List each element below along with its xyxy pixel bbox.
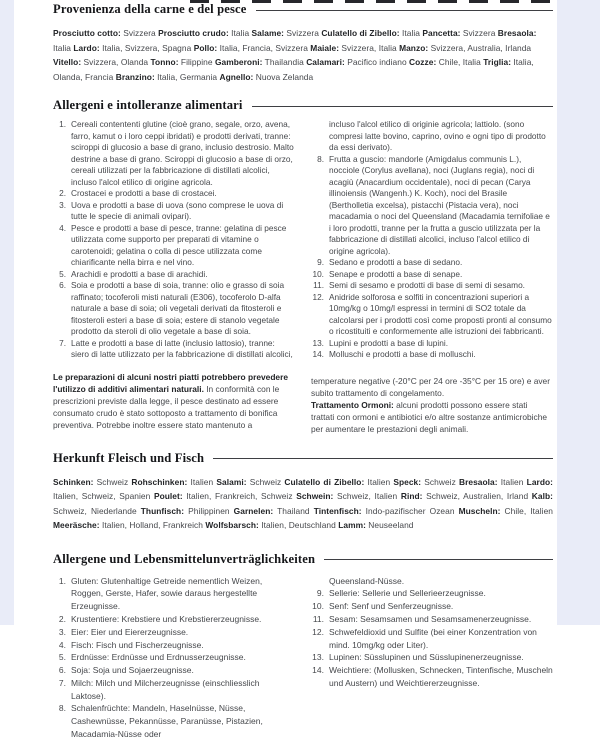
item-number xyxy=(311,119,324,154)
provenance-label: Rind: xyxy=(400,491,423,502)
item-number: 1. xyxy=(58,575,66,586)
provenance-paragraph-de: Schinken: Schweiz Rohschinken: Italien Salami: Schweiz Culatello di Zibello: Italien Speck: Schweiz Bresaola: Italien Lardo: Italien, Schweiz, Spanien Poulet: Italien, Frankreich, Schweiz Schwein: Schweiz, Italien Rind: Schweiz, Australien, Irland Kalb: Schweiz, Niederlande Thunfisch: Philippinen Garnelen: Thailand Tintenfisch: Indo-pazifischer Ozean Muscheln: Chile, Italien Meeräsche: Italien, Holland, Frankreich Wolfsbarsch: Italien, Deutschland Lamm: Neuseeland xyxy=(53,476,554,531)
item-text: Sedano e prodotti a base di sedano. xyxy=(329,257,463,267)
item-text: incluso l'alcol etilico di originie agricola; lattiolo. (sono compresi latte bovino, caprino, ovino e ogni tipo di prodotto da essi derivato). xyxy=(329,119,546,152)
note-bold-lead: Le preparazioni di alcuni nostri piatti potrebbero prevedere l'utilizzo di additivi alimentari naturali. xyxy=(53,371,289,394)
page-right-margin xyxy=(557,0,600,625)
provenance-label: Gamberoni: xyxy=(214,57,263,67)
provenance-label: Thunfisch: xyxy=(140,505,185,516)
section-header xyxy=(53,98,553,113)
note-bold-lead: Trattamento Ormoni: xyxy=(311,399,394,410)
item-text: Schwefeldioxid und Sulfite (bei einer Konzentration von mind. 10mg/kg oder Liter). xyxy=(329,626,537,650)
provenance-label: Salame: xyxy=(251,28,285,38)
section-allergeni-it xyxy=(53,98,553,436)
item-text: Soia e prodotti a base di soia, tranne: olio e grasso di soia raffinato; tocoferoli misti naturali (E306), tocoferolo D-alfa naturale a base di soia; oli vegetali derivati da fitosteroli e fitosteroli esteri a base di soia; estere di stanolo vegetale prodotto da steroli di olio vegetale a base di soia. xyxy=(71,280,285,336)
list-item xyxy=(311,292,553,338)
item-number: 9. xyxy=(316,588,324,599)
note-additives: Le preparazioni di alcuni nostri piatti potrebbero prevedere l'utilizzo di additivi alimentari naturali. In conformità con le prescrizioni previste dalla legge, il pesce destinato ad essere consumato crudo è stato sottoposto a trattamento di bonifica preventiva. Potrebbe inoltre essere stato mantenuto a xyxy=(53,371,289,431)
item-text: Sesam: Sesamsamen und Sesamsamenerzeugnisse. xyxy=(329,613,532,624)
list-item xyxy=(53,269,295,281)
allergen-column-right xyxy=(311,575,553,741)
provenance-label: Bresaola: xyxy=(458,476,498,487)
provenance-label: Muscheln: xyxy=(458,505,501,516)
allergen-column-left xyxy=(53,575,295,741)
item-number: 11. xyxy=(312,613,324,624)
provenance-label: Schwein: xyxy=(296,491,334,502)
list-item xyxy=(311,154,553,258)
provenance-label: Maiale: xyxy=(310,42,340,53)
section-herkunft-de xyxy=(53,451,553,533)
item-text: Senf: Senf und Senferzeugnisse. xyxy=(329,601,454,612)
provenance-label: Lamm: xyxy=(338,520,366,531)
item-text: Queensland-Nüsse. xyxy=(329,575,405,586)
section-header xyxy=(53,2,553,17)
list-item xyxy=(53,613,295,626)
item-text: Schalenfrüchte: Mandeln, Haselnüsse, Nüsse, Cashewnüsse, Pekannüsse, Paranüsse, Pistazien, Macadamia-Nüsse oder xyxy=(71,703,263,740)
list-item xyxy=(311,280,553,292)
list-item xyxy=(53,188,295,200)
list-item xyxy=(53,677,295,703)
item-text: Lupinen: Süsslupinen und Süsslupinenerzeugnisse. xyxy=(329,652,524,663)
heading-rule xyxy=(324,559,553,560)
item-number: 5. xyxy=(59,268,66,279)
provenance-label: Garnelen: xyxy=(233,505,274,516)
heading-rule xyxy=(213,458,553,459)
item-text: Soja: Soja und Sojaerzeugnisse. xyxy=(71,665,194,676)
provenance-label: Triglia: xyxy=(483,57,512,67)
list-item xyxy=(53,223,295,269)
list-item xyxy=(311,651,553,664)
list-item xyxy=(53,119,295,188)
item-number: 2. xyxy=(58,613,66,624)
list-item xyxy=(53,639,295,652)
provenance-label: Speck: xyxy=(393,476,422,487)
item-number: 4. xyxy=(58,639,66,650)
list-item xyxy=(311,338,553,350)
item-text: Krustentiere: Krebstiere und Krebstiererzeugnisse. xyxy=(71,613,262,624)
section-title: Allergeni e intolleranze alimentari xyxy=(53,98,243,112)
item-number: 3. xyxy=(58,626,66,637)
list-item xyxy=(53,702,295,740)
item-text: Cereali contententi glutine (cioè grano, segale, orzo, avena, farro, kamut o i loro ceppi ibridati) e prodotti derivati, tranne: sciroppi di glucosio a base di grano, inclusio destrosio. Malto destrine a base di grano. Sciroppi di glucosio a base di orzo, cereali utilizzati per la fabbricazione di distillati alcolici, incluso l'alcol etilico di origine agricola. xyxy=(71,119,294,187)
list-item xyxy=(53,280,295,338)
item-number: 8. xyxy=(317,153,324,164)
provenance-paragraph-it: Prosciutto cotto: Svizzera Prosciutto crudo: Italia Salame: Svizzera Culatello di Zibello: Italia Pancetta: Svizzera Bresaola: Italia Lardo: Italia, Svizzera, Spagna Pollo: Italia, Francia, Svizzera Maiale: Svizzera, Italia Manzo: Svizzera, Australia, Irlanda Vitello: Svizzera, Olanda Tonno: Filippine Gamberoni: Thailandia Calamari: Pacifico indiano Cozze: Chile, Italia Triglia: Italia, Olanda, Francia Branzino: Italia, Germania Agnello: Nuova Zelanda xyxy=(53,28,537,82)
heading-rule xyxy=(252,106,553,107)
allergen-column-left xyxy=(53,119,295,436)
list-item xyxy=(311,119,553,154)
allergen-column-right xyxy=(311,119,553,436)
list-item xyxy=(311,626,553,652)
list-item xyxy=(53,626,295,639)
provenance-label: Tonno: xyxy=(150,57,179,67)
item-number: 11. xyxy=(313,280,324,290)
document-page xyxy=(53,2,553,741)
item-number xyxy=(311,575,324,588)
allergen-columns-it xyxy=(53,119,553,436)
allergen-list-it-left xyxy=(53,119,295,361)
list-item xyxy=(311,269,553,281)
list-item xyxy=(311,575,553,588)
item-text: Crostacei e prodotti a base di crostacei. xyxy=(71,188,217,198)
provenance-label: Kalb: xyxy=(531,491,553,502)
provenance-label: Schinken: xyxy=(53,476,94,487)
provenance-label: Calamari: xyxy=(306,57,345,67)
item-text: Gluten: Glutenhaltige Getreide nementlich Weizen, Roggen, Gerste, Hafer, sowie daraus hergestellte Erzeugnisse. xyxy=(71,575,263,612)
item-number: 6. xyxy=(58,665,66,676)
section-title: Herkunft Fleisch und Fisch xyxy=(53,450,205,465)
item-number: 6. xyxy=(59,280,66,290)
item-number: 2. xyxy=(59,188,66,198)
item-text: Pesce e prodotti a base di pesce, tranne: gelatina di pesce utilizzata come supporto per preparati di vitamine o carotenoidi; gelatina o colla di pesce utilizzata come chiarificante nella birra e nel vino. xyxy=(71,222,287,267)
note-treatment: temperature negative (-20°C per 24 ore -35°C per 15 ore) e aver subito trattamento di congelamento. Trattamento Ormoni: alcuni prodotti possono essere stati trattati con ormoni e antibiotici e/o altre sostanze antimicrobiche per aumentare le prestazioni degli animali. xyxy=(311,375,553,436)
list-item xyxy=(53,575,295,613)
item-number: 10. xyxy=(312,268,324,279)
note-pre-text: temperature negative (-20°C per 24 ore -35°C per 15 ore) e aver subito trattamento di congelamento. xyxy=(311,375,550,398)
section-allergene-de xyxy=(53,552,553,741)
provenance-label: Branzino: xyxy=(115,71,155,82)
list-item xyxy=(53,651,295,664)
list-item xyxy=(311,257,553,269)
allergen-columns-de xyxy=(53,575,553,741)
item-number: 12. xyxy=(312,626,324,637)
section-header xyxy=(53,451,553,466)
provenance-label: Prosciutto crudo: xyxy=(158,28,229,38)
list-item xyxy=(311,664,553,690)
item-text: Semi di sesamo e prodotti di base di semi di sesamo. xyxy=(329,280,525,290)
list-item xyxy=(53,338,295,361)
item-text: Milch: Milch und Milcherzeugnisse (einschliesslich Laktose). xyxy=(71,677,260,701)
provenance-label: Tintenfisch: xyxy=(313,505,362,516)
section-title: Allergene und Lebensmittelunverträglichkeiten xyxy=(53,551,316,566)
item-text: Sellerie: Sellerie und Sellerieerzeugnisse. xyxy=(329,588,486,599)
item-number: 3. xyxy=(59,199,66,210)
provenance-label: Lardo: xyxy=(526,476,554,487)
provenance-label: Prosciutto cotto: xyxy=(53,28,121,38)
allergen-list-de-right xyxy=(311,575,553,690)
item-number: 1. xyxy=(59,119,66,129)
item-number: 14. xyxy=(312,665,324,676)
provenance-label: Wolfsbarsch: xyxy=(205,520,259,531)
provenance-label: Culatello di Zibello: xyxy=(321,28,400,38)
provenance-label: Bresaola: xyxy=(497,28,537,38)
provenance-label: Cozze: xyxy=(409,57,437,67)
allergen-list-it-right xyxy=(311,119,553,361)
provenance-label: Vitello: xyxy=(53,57,82,67)
item-number: 5. xyxy=(58,652,66,663)
provenance-label: Poulet: xyxy=(153,491,183,502)
section-header xyxy=(53,552,553,567)
item-text: Latte e prodotti a base di latte (inclusio lattosio), tranne: siero di latte utilizzato per la fabbricazione di distillati alcolici, xyxy=(71,337,293,359)
item-number: 4. xyxy=(59,222,66,233)
provenance-label: Salami: xyxy=(216,476,247,487)
allergen-list-de-left xyxy=(53,575,295,741)
provenance-label: Culatello di Zibello: xyxy=(284,476,365,487)
provenance-label: Pollo: xyxy=(193,42,218,53)
item-number: 14. xyxy=(312,349,324,359)
item-text: Senape e prodotti a base di senape. xyxy=(329,268,463,279)
list-item xyxy=(311,587,553,600)
item-text: Molluschi e prodotti a base di molluschi. xyxy=(329,349,476,359)
page-left-margin xyxy=(0,0,14,625)
item-number: 9. xyxy=(317,257,324,267)
item-text: Anidride solforosa e solfiti in concentrazioni superiori a 10mg/kg o 10mg/l espressi in termini di SO2 totale da calcolarsi per i prodotti così come proposti pronti al consumo o ricostituiti e conformemente alle istruzioni dei fabbricanti. xyxy=(329,291,552,336)
item-number: 12. xyxy=(312,291,324,302)
list-item xyxy=(311,600,553,613)
provenance-label: Rohschinken: xyxy=(131,476,188,487)
item-text: Frutta a guscio: mandorle (Amigdalus communis L.), nocciole (Corylus avellana), noci (Juglans regia), noci di acagiù (Anacardium occidentale), noci di pecan (Carya illinoiensis (Wangenh.) K. Koch), noci del Brasile (Bertholletia excelsa), pistacchi (Pistacia vera), noci macadamia o noci del Queensland (Macadamia ternifoliae e i loro prodotti, tranne per la frutta a guscio utilizzata per la fabbricazione di distillati alcolici, incluso l'alcol etilico di origine agricola). xyxy=(329,153,550,256)
list-item xyxy=(53,664,295,677)
section-provenienza-it xyxy=(53,2,553,84)
item-number: 7. xyxy=(58,677,66,688)
heading-rule xyxy=(256,10,553,11)
item-number: 10. xyxy=(312,601,324,612)
item-text: Erdnüsse: Erdnüsse und Erdnusserzeugnisse. xyxy=(71,652,246,663)
item-number: 13. xyxy=(312,337,324,348)
item-text: Weichtiere: (Mollusken, Schnecken, Tintenfische, Muscheln und Austern) und Weichtiererzeugnisse. xyxy=(329,665,553,688)
item-text: Eier: Eier und Eiererzeugnisse. xyxy=(71,626,189,637)
item-text: Lupini e prodotti a base di lupini. xyxy=(329,337,449,348)
section-title: Provenienza della carne e del pesce xyxy=(53,2,247,16)
item-number: 8. xyxy=(58,703,66,714)
item-number: 13. xyxy=(312,652,324,663)
provenance-label: Agnello: xyxy=(219,71,254,82)
provenance-label: Manzo: xyxy=(399,42,429,53)
provenance-label: Pancetta: xyxy=(422,28,461,38)
list-item xyxy=(53,200,295,223)
item-text: Arachidi e prodotti a base di arachidi. xyxy=(71,268,208,279)
provenance-label: Lardo: xyxy=(73,42,100,53)
item-text: Uova e prodotti a base di uova (sono comprese le uova di tutte le specie di animali ovipari). xyxy=(71,199,284,221)
provenance-label: Meeräsche: xyxy=(53,520,100,531)
list-item xyxy=(311,349,553,361)
item-text: Fisch: Fisch und Fischerzeugnisse. xyxy=(71,639,204,650)
list-item xyxy=(311,613,553,626)
item-number: 7. xyxy=(59,337,66,348)
